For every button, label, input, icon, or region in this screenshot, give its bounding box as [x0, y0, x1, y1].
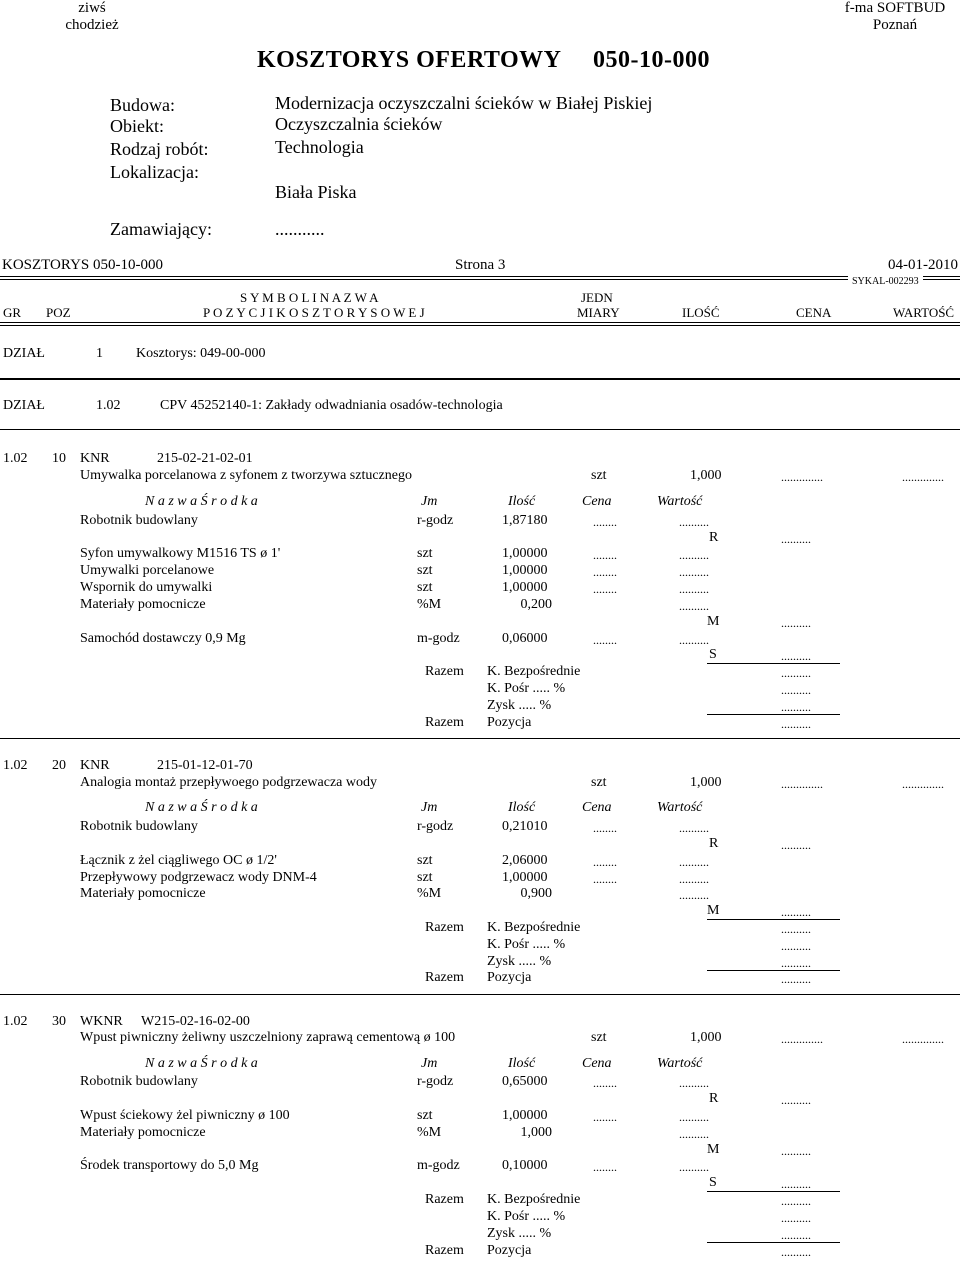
pos-value-dots: ..............: [902, 777, 944, 791]
subtotal-underline: [707, 919, 840, 920]
pos-nr: 20: [52, 758, 66, 773]
resource-qty: 0,10000: [502, 1158, 548, 1173]
pos-dz: 1.02: [3, 1014, 28, 1029]
summary-zysk-dots: ..........: [781, 956, 811, 970]
resource-value-dots: ..........: [679, 855, 709, 869]
sub-header-wartosc: Wartość: [657, 1056, 703, 1071]
resource-qty: 1,00000: [502, 1108, 548, 1123]
col-jedn-line2: MIARY: [577, 305, 620, 320]
resource-qty: 1,87180: [502, 513, 548, 528]
resource-name: Materiały pomocnicze: [80, 597, 206, 612]
col-symbol-line1: S Y M B O L I N A Z W A: [240, 290, 379, 305]
header-divider: [0, 276, 960, 280]
subtotal-m-dots: ..........: [781, 616, 811, 630]
summary-kb-dots: ..........: [781, 922, 811, 936]
meta-value-lokalizacja: Biała Piska: [275, 182, 357, 202]
pos-nr: 10: [52, 451, 66, 466]
col-poz: POZ: [46, 305, 71, 320]
meta-label-obiekt: Obiekt:: [110, 116, 164, 136]
resource-value-dots: ..........: [679, 599, 709, 613]
sub-header-jm: Jm: [421, 494, 438, 509]
meta-value-obiekt: Oczyszczalnia ścieków: [275, 114, 443, 134]
document-number: 050-10-000: [593, 47, 710, 73]
summary-kb: K. Bezpośrednie: [487, 1192, 581, 1207]
resource-unit: szt: [417, 546, 433, 561]
summary-pozycja: Pozycja: [487, 715, 532, 730]
summary-underline: [707, 714, 840, 715]
dzial2-label: DZIAŁ: [3, 398, 45, 413]
resource-qty: 0,06000: [502, 631, 548, 646]
meta-label-zamawiajacy: Zamawiający:: [110, 219, 212, 239]
summary-pozycja-dots: ..........: [781, 972, 811, 986]
resource-unit: %M: [417, 597, 442, 612]
resource-price-dots: ........: [593, 582, 617, 596]
summary-kb: K. Bezpośrednie: [487, 664, 581, 679]
subtotal-underline: [707, 663, 840, 664]
resource-unit: szt: [417, 853, 433, 868]
pos-dz: 1.02: [3, 451, 28, 466]
resource-qty: 1,00000: [502, 546, 548, 561]
top-right-line1: f-ma SOFTBUD: [844, 0, 946, 16]
dzial2-num: 1.02: [96, 398, 121, 413]
summary-kp: K. Pośr ..... %: [487, 681, 566, 696]
summary-razem-label: Razem: [425, 1243, 464, 1258]
summary-zysk-dots: ..........: [781, 700, 811, 714]
subtotal-r-label: R: [709, 1091, 719, 1106]
resource-value-dots: ..........: [679, 565, 709, 579]
summary-underline: [707, 1242, 840, 1243]
summary-pozycja-dots: ..........: [781, 1245, 811, 1259]
resource-price-dots: ........: [593, 1160, 617, 1174]
resource-value-dots: ..........: [679, 1076, 709, 1090]
summary-kp: K. Pośr ..... %: [487, 937, 566, 952]
summary-razem-label: Razem: [425, 1192, 464, 1207]
summary-razem-label: Razem: [425, 970, 464, 985]
subtotal-m-dots: ..........: [781, 905, 811, 919]
resource-unit: m-godz: [417, 631, 460, 646]
sub-header-ilosc: Ilość: [508, 494, 536, 509]
resource-name: Robotnik budowlany: [80, 513, 198, 528]
summary-pozycja: Pozycja: [487, 1243, 532, 1258]
resource-price-dots: ........: [593, 633, 617, 647]
resource-name: Przepływowy podgrzewacz wody DNM-4: [80, 870, 317, 885]
resource-unit: %M: [417, 1125, 442, 1140]
page-code: SYKAL-002293: [848, 276, 923, 287]
sub-header-jm: Jm: [421, 1056, 438, 1071]
summary-kp-dots: ..........: [781, 1211, 811, 1225]
col-ilosc: ILOŚĆ: [682, 305, 720, 320]
top-left-line2: chodzież: [65, 17, 119, 33]
subtotal-m-label: M: [707, 1142, 720, 1157]
pos-code: W215-02-16-02-00: [141, 1014, 250, 1029]
pos-price-dots: ..............: [781, 777, 823, 791]
page-number: Strona 3: [455, 257, 506, 273]
resource-name: Robotnik budowlany: [80, 1074, 198, 1089]
resource-price-dots: ........: [593, 821, 617, 835]
summary-pozycja: Pozycja: [487, 970, 532, 985]
pos-qty: 1,000: [690, 1030, 722, 1045]
subtotal-r-label: R: [709, 530, 719, 545]
sub-header-wartosc: Wartość: [657, 800, 703, 815]
resource-qty: 0,900: [520, 886, 552, 901]
pos-desc: Wpust piwniczny żeliwny uszczelniony zaprawą cementową ø 100: [80, 1030, 456, 1045]
resource-qty: 0,21010: [502, 819, 548, 834]
summary-kb-dots: ..........: [781, 1194, 811, 1208]
position-divider: [0, 738, 960, 739]
pos-desc: Umywalka porcelanowa z syfonem z tworzywa sztucznego: [80, 468, 412, 483]
resource-name: Materiały pomocnicze: [80, 1125, 206, 1140]
subtotal-s-label: S: [709, 647, 717, 662]
resource-value-dots: ..........: [679, 1160, 709, 1174]
summary-razem-label: Razem: [425, 715, 464, 730]
sub-header-cena: Cena: [582, 494, 612, 509]
resource-value-dots: ..........: [679, 821, 709, 835]
resource-name: Łącznik z żel ciągliwego OC ø 1/2': [80, 853, 277, 868]
meta-label-lokalizacja: Lokalizacja:: [110, 162, 199, 182]
resource-qty: 1,00000: [502, 563, 548, 578]
meta-value-zamawiajacy: ...........: [275, 219, 325, 239]
pos-desc: Analogia montaż przepływoego podgrzewacza wody: [80, 775, 377, 790]
col-wartosc: WARTOŚĆ: [893, 305, 955, 320]
pos-catalog: KNR: [80, 451, 110, 466]
resource-price-dots: ........: [593, 872, 617, 886]
dzial1-label: DZIAŁ: [3, 346, 45, 361]
resource-value-dots: ..........: [679, 1110, 709, 1124]
top-left-line1: ziwś: [78, 0, 106, 16]
pos-qty: 1,000: [690, 775, 722, 790]
subtotal-s-dots: ..........: [781, 1177, 811, 1191]
pos-price-dots: ..............: [781, 470, 823, 484]
subtotal-r-dots: ..........: [781, 1093, 811, 1107]
resource-unit: r-godz: [417, 513, 454, 528]
summary-razem-label: Razem: [425, 920, 464, 935]
subtotal-r-dots: ..........: [781, 532, 811, 546]
resource-qty: 1,00000: [502, 870, 548, 885]
pos-nr: 30: [52, 1014, 66, 1029]
col-gr: GR: [3, 305, 22, 320]
dzial1-text: Kosztorys: 049-00-000: [136, 346, 266, 361]
resource-price-dots: ........: [593, 1076, 617, 1090]
col-cena: CENA: [796, 305, 832, 320]
subtotal-s-label: S: [709, 1175, 717, 1190]
resource-unit: r-godz: [417, 1074, 454, 1089]
page-header-left: KOSZTORYS 050-10-000: [2, 257, 163, 273]
pos-code: 215-01-12-01-70: [157, 758, 253, 773]
pos-unit: szt: [591, 775, 607, 790]
pos-unit: szt: [591, 1030, 607, 1045]
dzial2-divider: [0, 429, 960, 430]
sub-header-cena: Cena: [582, 1056, 612, 1071]
sub-header-ilosc: Ilość: [508, 1056, 536, 1071]
pos-catalog: KNR: [80, 758, 110, 773]
columns-divider: [0, 322, 960, 326]
top-right-line2: Poznań: [872, 17, 918, 33]
resource-qty: 2,06000: [502, 853, 548, 868]
pos-unit: szt: [591, 468, 607, 483]
resource-qty: 1,000: [520, 1125, 552, 1140]
summary-underline: [707, 970, 840, 971]
summary-razem-label: Razem: [425, 664, 464, 679]
subtotal-underline: [707, 1191, 840, 1192]
pos-catalog: WKNR: [80, 1014, 123, 1029]
summary-zysk: Zysk ..... %: [487, 954, 552, 969]
resource-price-dots: ........: [593, 565, 617, 579]
resource-name: Materiały pomocnicze: [80, 886, 206, 901]
resource-value-dots: ..........: [679, 1127, 709, 1141]
resource-name: Wpust ściekowy żel piwniczny ø 100: [80, 1108, 290, 1123]
sub-header-nazwa: N a z w a Ś r o d k a: [145, 1056, 258, 1071]
resource-value-dots: ..........: [679, 633, 709, 647]
pos-value-dots: ..............: [902, 470, 944, 484]
pos-qty: 1,000: [690, 468, 722, 483]
resource-qty: 0,200: [520, 597, 552, 612]
resource-name: Środek transportowy do 5,0 Mg: [80, 1158, 259, 1173]
subtotal-r-dots: ..........: [781, 838, 811, 852]
sub-header-nazwa: N a z w a Ś r o d k a: [145, 494, 258, 509]
summary-kb: K. Bezpośrednie: [487, 920, 581, 935]
resource-value-dots: ..........: [679, 872, 709, 886]
resource-unit: szt: [417, 870, 433, 885]
pos-code: 215-02-21-02-01: [157, 451, 253, 466]
resource-unit: %M: [417, 886, 442, 901]
meta-label-budowa: Budowa:: [110, 95, 175, 115]
resource-name: Syfon umywalkowy M1516 TS ø 1': [80, 546, 281, 561]
dzial1-divider: [0, 378, 960, 380]
resource-unit: r-godz: [417, 819, 454, 834]
summary-pozycja-dots: ..........: [781, 717, 811, 731]
resource-price-dots: ........: [593, 1110, 617, 1124]
resource-name: Wspornik do umywalki: [80, 580, 213, 595]
document-title: KOSZTORYS OFERTOWY: [257, 47, 562, 73]
position-divider: [0, 994, 960, 995]
resource-name: Umywalki porcelanowe: [80, 563, 215, 578]
subtotal-r-label: R: [709, 836, 719, 851]
resource-unit: szt: [417, 1108, 433, 1123]
summary-kp-dots: ..........: [781, 939, 811, 953]
summary-zysk: Zysk ..... %: [487, 698, 552, 713]
resource-value-dots: ..........: [679, 515, 709, 529]
pos-dz: 1.02: [3, 758, 28, 773]
resource-name: Samochód dostawczy 0,9 Mg: [80, 631, 246, 646]
sub-header-cena: Cena: [582, 800, 612, 815]
pos-price-dots: ..............: [781, 1032, 823, 1046]
sub-header-nazwa: N a z w a Ś r o d k a: [145, 800, 258, 815]
resource-name: Robotnik budowlany: [80, 819, 198, 834]
dzial1-num: 1: [96, 346, 103, 361]
resource-qty: 1,00000: [502, 580, 548, 595]
summary-kp: K. Pośr ..... %: [487, 1209, 566, 1224]
subtotal-s-dots: ..........: [781, 649, 811, 663]
resource-value-dots: ..........: [679, 888, 709, 902]
page-date: 04-01-2010: [888, 257, 958, 273]
subtotal-m-label: M: [707, 614, 720, 629]
resource-value-dots: ..........: [679, 582, 709, 596]
resource-price-dots: ........: [593, 855, 617, 869]
pos-value-dots: ..............: [902, 1032, 944, 1046]
resource-value-dots: ..........: [679, 548, 709, 562]
col-symbol-line2: P O Z Y C J I K O S Z T O R Y S O W E J: [203, 305, 425, 320]
sub-header-wartosc: Wartość: [657, 494, 703, 509]
resource-unit: m-godz: [417, 1158, 460, 1173]
sub-header-jm: Jm: [421, 800, 438, 815]
summary-zysk-dots: ..........: [781, 1228, 811, 1242]
dzial2-text: CPV 45252140-1: Zakłady odwadniania osadów-technologia: [160, 398, 503, 413]
resource-qty: 0,65000: [502, 1074, 548, 1089]
resource-price-dots: ........: [593, 548, 617, 562]
summary-zysk: Zysk ..... %: [487, 1226, 552, 1241]
subtotal-m-label: M: [707, 903, 720, 918]
resource-price-dots: ........: [593, 515, 617, 529]
resource-unit: szt: [417, 563, 433, 578]
summary-kp-dots: ..........: [781, 683, 811, 697]
meta-value-rodzaj: Technologia: [275, 137, 364, 157]
meta-label-rodzaj: Rodzaj robót:: [110, 139, 209, 159]
meta-value-budowa: Modernizacja oczyszczalni ścieków w Białej Piskiej: [275, 93, 653, 113]
sub-header-ilosc: Ilość: [508, 800, 536, 815]
subtotal-m-dots: ..........: [781, 1144, 811, 1158]
resource-unit: szt: [417, 580, 433, 595]
col-jedn-line1: JEDN: [581, 290, 613, 305]
summary-kb-dots: ..........: [781, 666, 811, 680]
